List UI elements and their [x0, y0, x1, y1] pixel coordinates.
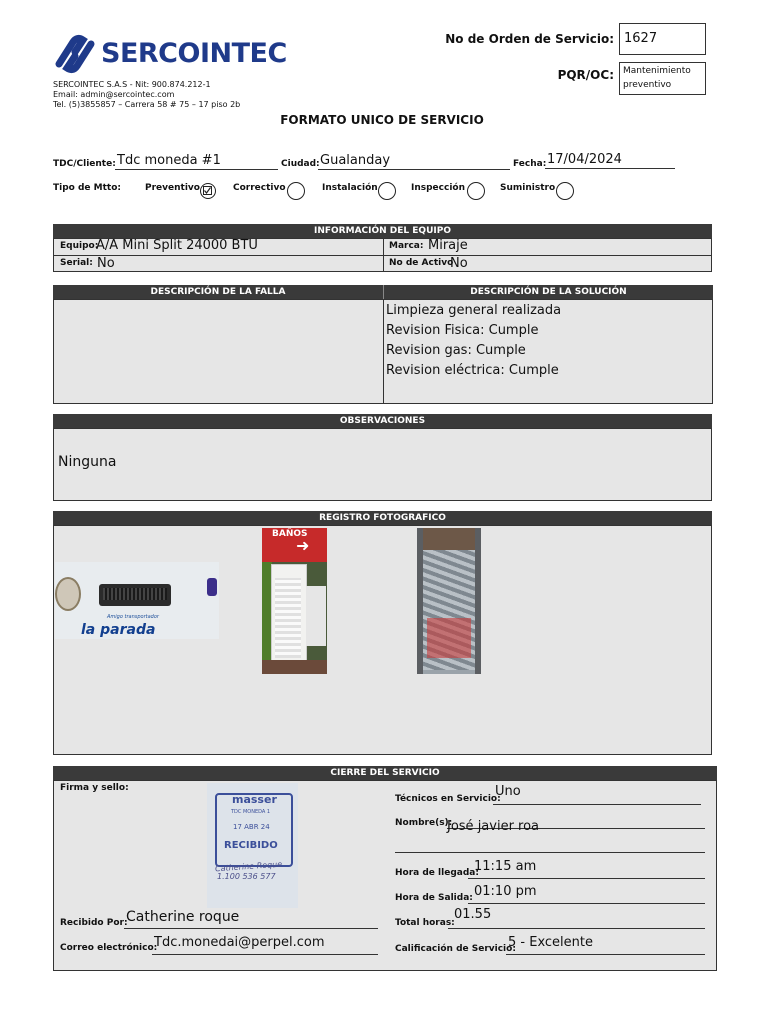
calificacion-value: 5 - Excelente: [508, 935, 593, 950]
equipo-value[interactable]: A/A Mini Split 24000 BTU: [96, 238, 258, 253]
option-suministro-label: Suministro: [500, 183, 556, 193]
photo-metal-frame[interactable]: [417, 528, 481, 674]
correo-label: Correo electrónico:: [60, 943, 158, 953]
sercointec-logo-icon: [53, 34, 97, 74]
observations-text: Ninguna: [58, 454, 117, 470]
recibido-field[interactable]: [124, 909, 378, 929]
stamp-received: RECIBIDO: [224, 840, 278, 851]
tower-grille-shape: [275, 578, 301, 658]
arrow-icon: ➜: [296, 536, 310, 555]
option-inspeccion-label: Inspección: [411, 183, 466, 193]
option-inspeccion-checkbox[interactable]: [467, 182, 485, 200]
salida-value: 01:10 pm: [474, 884, 537, 899]
city-label: Ciudad:: [281, 159, 320, 169]
company-logo-text: SERCOINTEC: [101, 38, 287, 69]
salida-label: Hora de Salida:: [395, 893, 473, 903]
tdc-label: TDC/Cliente:: [53, 159, 116, 169]
photo2-sign-text: BAÑOS: [272, 529, 308, 539]
company-legal-line: SERCOINTEC S.A.S - Nit: 900.874.212-1: [53, 80, 211, 89]
tecnicos-label: Técnicos en Servicio:: [395, 794, 501, 804]
solution-line: Revision Fisica: Cumple: [386, 323, 539, 338]
signature-stamp-photo[interactable]: [207, 783, 298, 908]
option-correctivo-label: Correctivo: [233, 183, 286, 193]
floor-shape: [262, 660, 327, 674]
marca-value[interactable]: Miraje: [428, 238, 468, 253]
stamp-handwriting-2: 1.100 536 577: [217, 872, 276, 881]
maintenance-type-label: Tipo de Mtto:: [53, 183, 122, 193]
solution-line: Revision eléctrica: Cumple: [386, 363, 559, 378]
option-preventivo-checkbox[interactable]: [200, 183, 216, 199]
option-suministro-checkbox[interactable]: [556, 182, 574, 200]
tecnicos-value: Uno: [495, 784, 521, 799]
city-value: Gualanday: [320, 153, 391, 168]
marca-label: Marca:: [389, 241, 424, 251]
recibido-label: Recibido Por:: [60, 918, 128, 928]
pqr-value: Mantenimiento preventivo: [623, 66, 691, 90]
solution-line: Limpieza general realizada: [386, 303, 562, 318]
calificacion-field[interactable]: [506, 935, 705, 955]
stamp-brand: masser: [232, 793, 277, 806]
option-instalacion-label: Instalación: [322, 183, 378, 193]
photo-ac-unit[interactable]: [55, 562, 219, 639]
closing-header: CIERRE DEL SERVICIO: [53, 766, 717, 780]
tdc-field[interactable]: [115, 155, 278, 170]
nombres-value: José javier roa: [447, 819, 540, 834]
serial-value[interactable]: No: [97, 256, 115, 271]
solution-description-field[interactable]: [383, 299, 713, 404]
equipment-header: INFORMACIÓN DEL EQUIPO: [53, 224, 712, 238]
checkmark-icon: [201, 184, 214, 197]
option-correctivo-checkbox[interactable]: [287, 182, 305, 200]
stamp-handwriting: Catherine Roque: [214, 859, 283, 874]
photo1-small-text: Amigo transportador: [107, 614, 159, 620]
observations-header: OBSERVACIONES: [53, 414, 712, 428]
nombres-field[interactable]: [447, 814, 705, 834]
option-preventivo-label: Preventivo: [145, 183, 200, 193]
firma-label: Firma y sello:: [60, 783, 129, 793]
photos-header: REGISTRO FOTOGRAFICO: [53, 511, 712, 525]
bin-shape: [306, 586, 326, 646]
total-value: 01.55: [454, 907, 492, 922]
date-value: 17/04/2024: [547, 152, 622, 167]
tecnicos-field[interactable]: [493, 784, 701, 805]
order-number-label: No de Orden de Servicio:: [445, 32, 614, 46]
stamp-line1: TDC MONEDA 1: [231, 809, 271, 815]
frame-right-shape: [475, 528, 481, 674]
total-field[interactable]: [448, 907, 705, 929]
correo-field[interactable]: [152, 935, 378, 955]
pqr-label: PQR/OC:: [557, 68, 614, 82]
order-number-value: 1627: [624, 31, 658, 46]
sign-shape: [262, 528, 327, 562]
wall-clock-shape: [55, 577, 81, 611]
form-title: FORMATO UNICO DE SERVICIO: [280, 113, 484, 127]
recibido-value: Catherine roque: [126, 909, 240, 925]
tdc-value: Tdc moneda #1: [117, 153, 221, 168]
llegada-field[interactable]: [468, 859, 705, 879]
llegada-value: 11:15 am: [474, 859, 537, 874]
photo1-sign-text: la parada: [81, 622, 156, 638]
solution-line: Revision gas: Cumple: [386, 343, 526, 358]
company-email-line: Email: admin@sercointec.com: [53, 90, 175, 99]
correo-value: Tdc.monedai@perpel.com: [154, 935, 325, 950]
nombres-field-line2[interactable]: [395, 838, 705, 853]
company-phone-line: Tel. (5)3855857 – Carrera 58 # 75 – 17 piso 2b: [53, 100, 241, 109]
order-number-field[interactable]: [619, 23, 706, 55]
serial-label: Serial:: [60, 258, 93, 268]
activo-value[interactable]: No: [450, 256, 468, 271]
llegada-label: Hora de llegada:: [395, 868, 479, 878]
activo-label: No de Activo: [389, 258, 454, 268]
fault-header: DESCRIPCIÓN DE LA FALLA: [53, 285, 383, 299]
solution-header: DESCRIPCIÓN DE LA SOLUCIÓN: [383, 285, 713, 299]
photo-tower-unit[interactable]: [262, 528, 327, 674]
option-instalacion-checkbox[interactable]: [378, 182, 396, 200]
red-region-shape: [427, 618, 471, 658]
stamp-date: 17 ABR 24: [233, 823, 270, 831]
city-field[interactable]: [318, 155, 510, 170]
calificacion-label: Calificación de Servicio:: [395, 944, 516, 954]
ac-grille-shape: [103, 588, 167, 600]
nombres-label: Nombre(s):: [395, 818, 453, 828]
frame-left-shape: [417, 528, 423, 674]
salida-field[interactable]: [468, 884, 705, 904]
pqr-field[interactable]: [619, 62, 706, 95]
photos-area: [53, 525, 712, 755]
date-field[interactable]: [545, 154, 675, 169]
date-label: Fecha:: [513, 159, 547, 169]
equipo-label: Equipo:: [60, 241, 99, 251]
fault-description-field[interactable]: [53, 299, 384, 404]
company-logo: [53, 34, 288, 74]
total-label: Total horas:: [395, 918, 455, 928]
lamp-shape: [207, 578, 217, 596]
observations-field[interactable]: [53, 428, 712, 501]
